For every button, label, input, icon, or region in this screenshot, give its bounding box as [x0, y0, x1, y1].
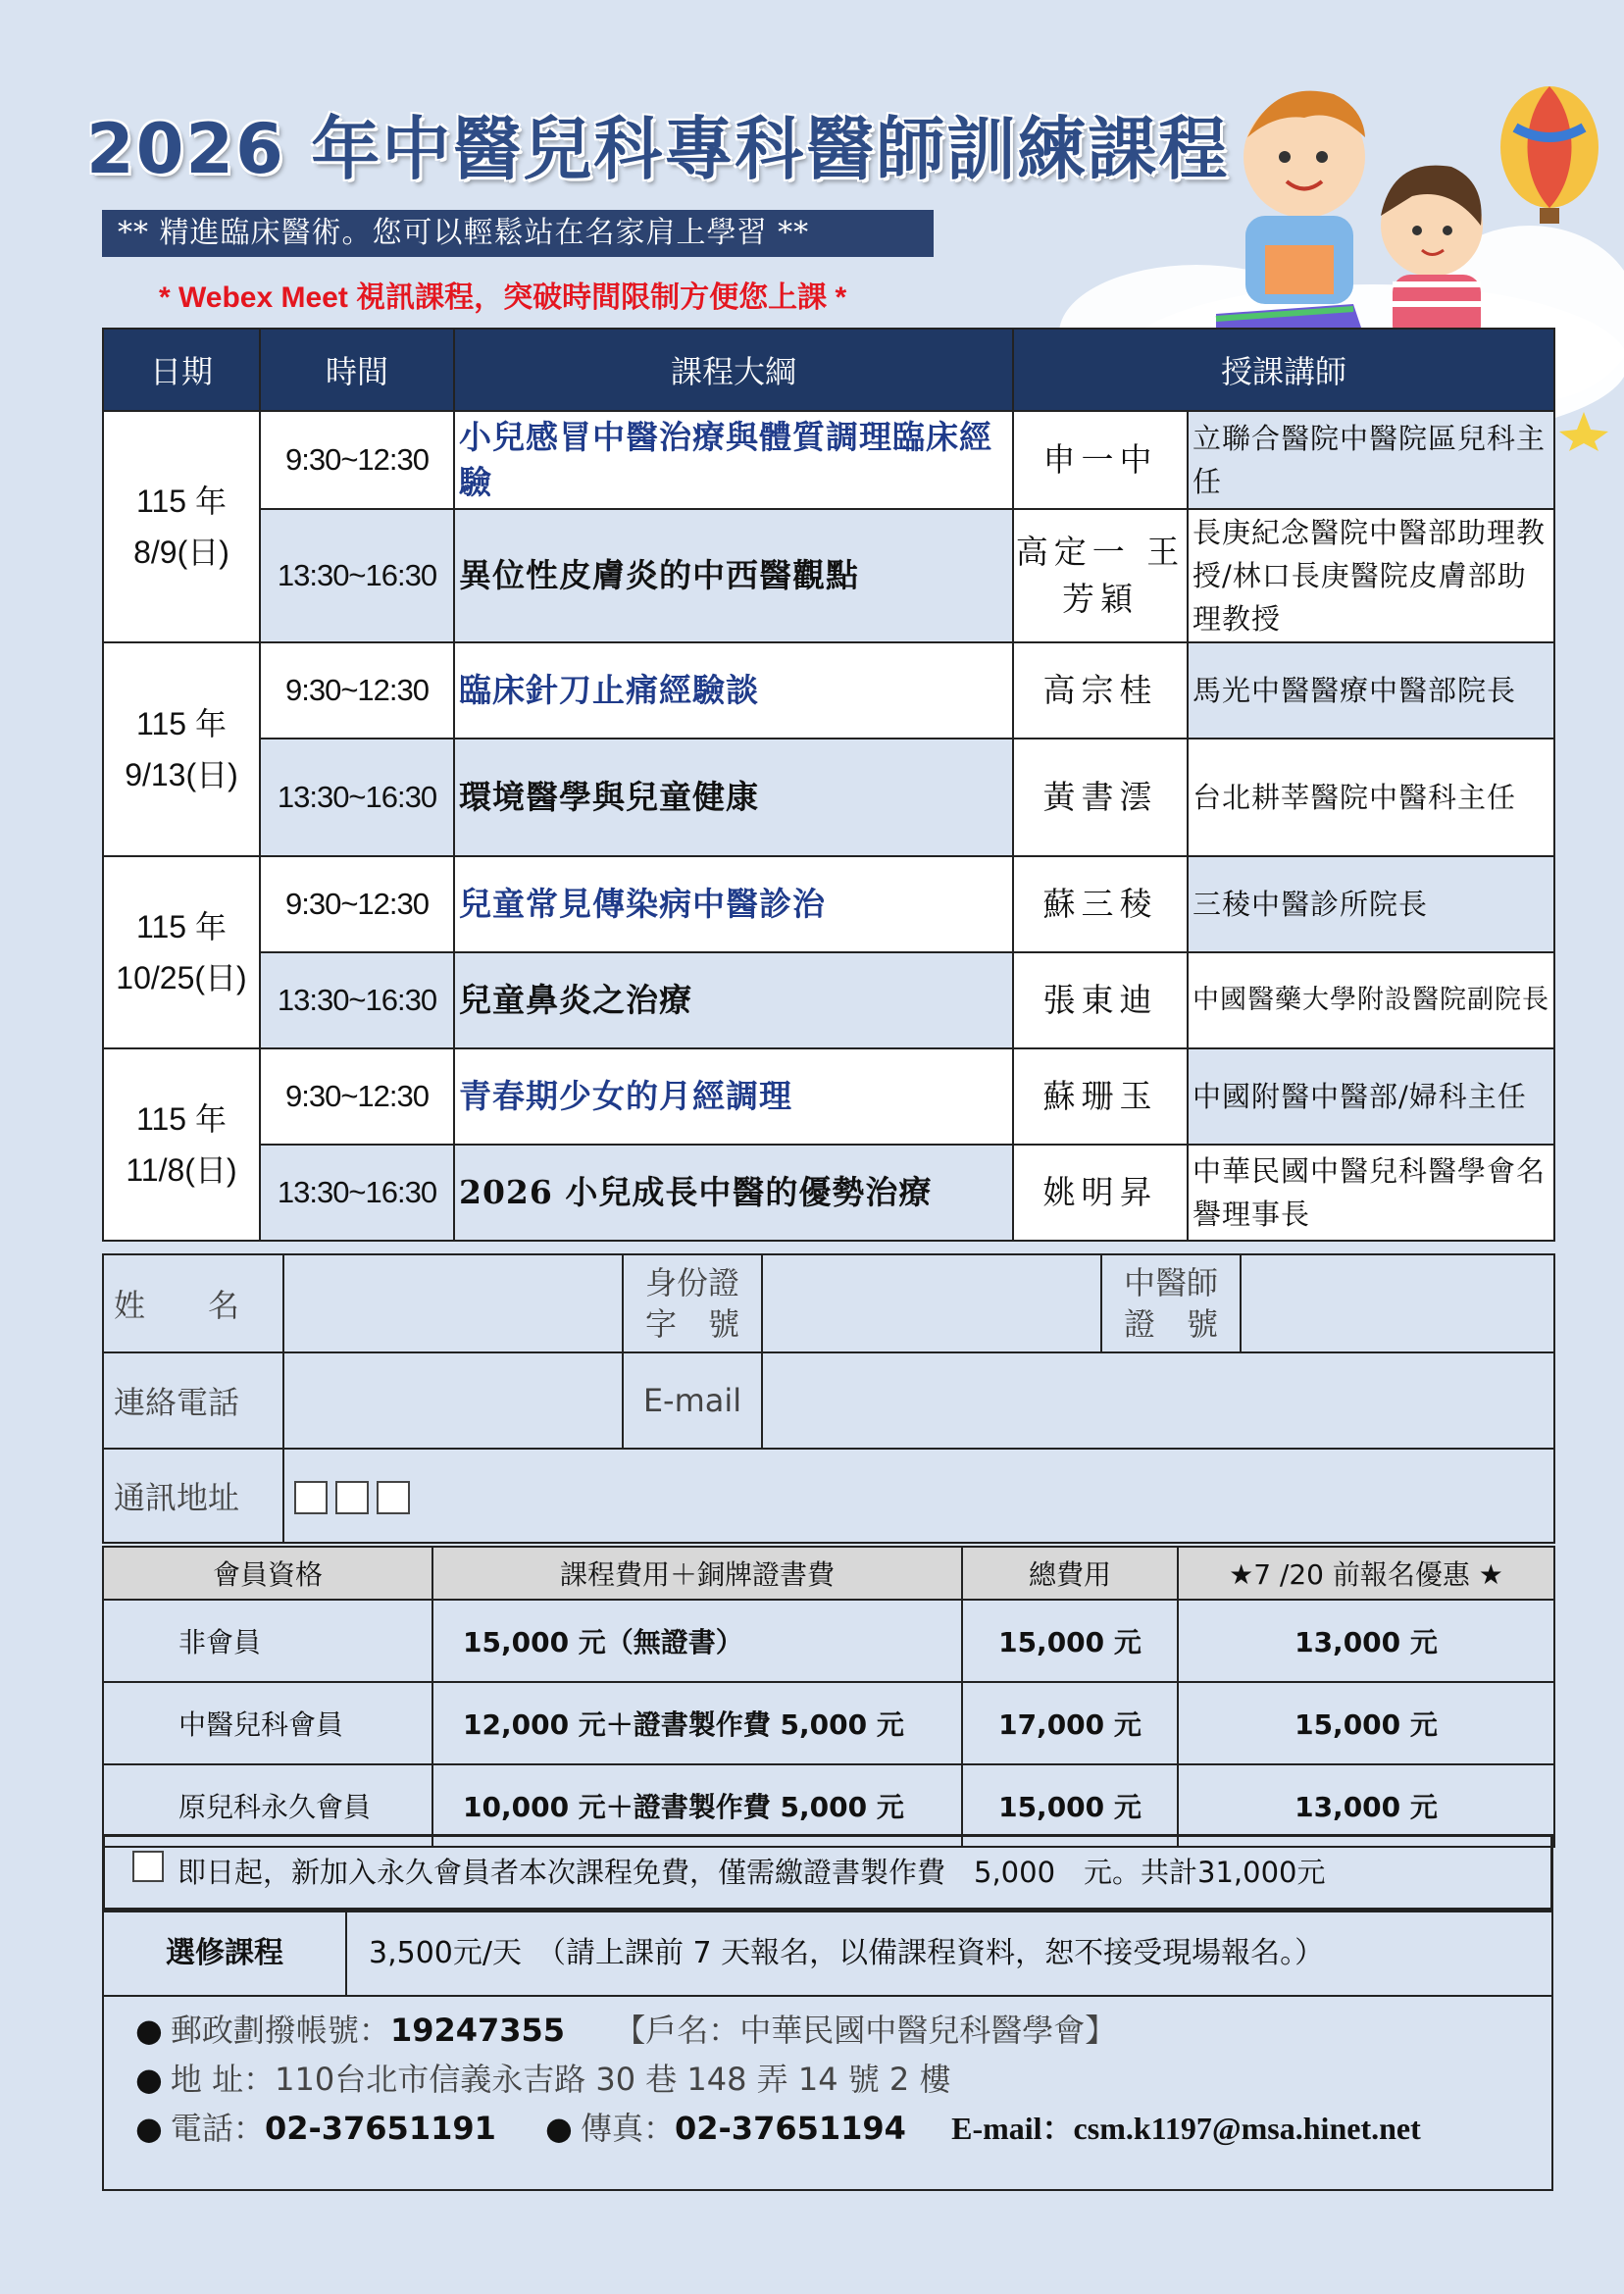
course-date	[103, 856, 260, 1048]
license-number-label	[1101, 1254, 1241, 1352]
registration-row-address	[103, 1449, 1554, 1543]
lecturer-affiliation: 馬光中醫醫療中醫部院長	[1188, 642, 1554, 739]
fee-table	[102, 1546, 1555, 1848]
permanent-member-offer	[102, 1834, 1553, 1911]
id-number-label	[623, 1254, 762, 1352]
session-topic: 環境醫學與兒童健康	[454, 739, 1013, 856]
fee-member-type: 非會員	[103, 1600, 432, 1682]
address-row	[135, 2056, 1551, 2105]
postal-label: 郵政劃撥帳號：	[170, 2012, 390, 2049]
session-lecturer: 黃書澐	[1013, 739, 1188, 856]
session-lecturer: 蘇珊玉	[1013, 1048, 1188, 1145]
fee-header-total: 總費用	[962, 1547, 1178, 1600]
lecturer-affiliation: 中國附醫中醫部/婦科主任	[1188, 1048, 1554, 1145]
bullet-icon: ●	[545, 2110, 573, 2147]
schedule-row	[103, 411, 1554, 509]
elective-text: 3,500元/天 （請上課前 7 天報名，以備課程資料，恕不接受現場報名。）	[369, 1936, 1325, 1970]
lecturer-affiliation: 三稜中醫診所院長	[1188, 856, 1554, 952]
course-schedule-table	[102, 328, 1555, 1242]
fee-early: 15,000 元	[1178, 1682, 1554, 1764]
header-lecturer: 授課講師	[1013, 329, 1554, 411]
course-date	[103, 1048, 260, 1241]
address-field[interactable]	[283, 1449, 1554, 1543]
email-label: E-mail	[623, 1352, 762, 1449]
session-lecturer: 申一中	[1013, 411, 1188, 509]
phone-fax-row	[135, 2105, 1551, 2154]
fee-total: 15,000 元	[962, 1600, 1178, 1682]
postal-account-row	[135, 2007, 1551, 2056]
date-year: 115 年	[136, 909, 227, 944]
page-title: 2026 年中醫兒科專科醫師訓練課程	[86, 109, 1230, 189]
phone-field[interactable]	[283, 1352, 623, 1449]
address-label: 地 址：	[170, 2061, 276, 2098]
schedule-row	[103, 739, 1554, 856]
schedule-row	[103, 856, 1554, 952]
elective-course-row	[102, 1911, 1553, 1997]
session-time: 9:30~12:30	[260, 642, 454, 739]
bullet-icon: ●	[135, 2061, 163, 2098]
fee-member-type: 中醫兒科會員	[103, 1682, 432, 1764]
fax-label: 傳真：	[580, 2110, 675, 2147]
fax-number: 02-37651194	[674, 2110, 906, 2147]
session-time: 13:30~16:30	[260, 952, 454, 1048]
fee-header-price: 課程費用＋銅牌證書費	[432, 1547, 962, 1600]
header-date: 日期	[103, 329, 260, 411]
date-day: 10/25(日)	[116, 960, 247, 995]
email-field[interactable]	[762, 1352, 1554, 1449]
fee-total: 17,000 元	[962, 1682, 1178, 1764]
email-address[interactable]: E-mail：csm.k1197@msa.hinet.net	[951, 2111, 1421, 2146]
session-lecturer: 姚明昇	[1013, 1145, 1188, 1241]
schedule-row	[103, 952, 1554, 1048]
slogan-banner: ** 精進臨床醫術。您可以輕鬆站在名家肩上學習 **	[102, 210, 934, 257]
session-topic: 兒童鼻炎之治療	[454, 952, 1013, 1048]
date-year: 115 年	[136, 1101, 227, 1137]
offer-text: 即日起，新加入永久會員者本次課程免費，僅需繳證書製作費 5,000 元。共計31,000元	[178, 1856, 1326, 1889]
session-time: 13:30~16:30	[260, 739, 454, 856]
bullet-icon: ●	[135, 2110, 163, 2147]
date-year: 115 年	[136, 484, 227, 519]
course-date	[103, 411, 260, 642]
date-day: 11/8(日)	[126, 1152, 237, 1188]
id-label-line2: 字 號	[644, 1305, 739, 1343]
fee-row	[103, 1682, 1554, 1764]
phone-number: 02-37651191	[264, 2110, 496, 2147]
license-number-field[interactable]	[1241, 1254, 1554, 1352]
schedule-header-row	[103, 329, 1554, 411]
postal-code-box[interactable]	[377, 1481, 410, 1514]
date-day: 8/9(日)	[133, 535, 229, 570]
session-lecturer: 張東迪	[1013, 952, 1188, 1048]
session-topic: 青春期少女的月經調理	[454, 1048, 1013, 1145]
schedule-row	[103, 642, 1554, 739]
session-lecturer: 高定一 王芳穎	[1013, 509, 1188, 642]
fee-total: 15,000 元	[962, 1764, 1178, 1847]
session-lecturer: 蘇三稜	[1013, 856, 1188, 952]
fee-header-early: ★7 /20 前報名優惠 ★	[1178, 1547, 1554, 1600]
date-year: 115 年	[136, 706, 227, 741]
bullet-icon: ●	[135, 2012, 163, 2049]
registration-row-contact	[103, 1352, 1554, 1449]
session-topic: 異位性皮膚炎的中西醫觀點	[454, 509, 1013, 642]
id-number-field[interactable]	[762, 1254, 1101, 1352]
fee-price: 12,000 元＋證書製作費 5,000 元	[432, 1682, 962, 1764]
contact-info	[102, 1995, 1553, 2191]
header-time: 時間	[260, 329, 454, 411]
schedule-row	[103, 1145, 1554, 1241]
postal-number: 19247355	[389, 2012, 566, 2049]
lecturer-affiliation: 台北耕莘醫院中醫科主任	[1188, 739, 1554, 856]
course-date	[103, 642, 260, 856]
lecturer-affiliation: 立聯合醫院中醫院區兒科主任	[1188, 411, 1554, 509]
account-name: 【戶名：中華民國中醫兒科醫學會】	[614, 2012, 1117, 2049]
lecturer-affiliation: 中華民國中醫兒科醫學會名譽理事長	[1188, 1145, 1554, 1241]
address-text: 110台北市信義永吉路 30 巷 148 弄 14 號 2 樓	[275, 2061, 951, 2098]
fee-header-member: 會員資格	[103, 1547, 432, 1600]
registration-form	[102, 1253, 1555, 1544]
session-time: 9:30~12:30	[260, 411, 454, 509]
phone-label: 電話：	[170, 2110, 265, 2147]
registration-row-identity	[103, 1254, 1554, 1352]
lecturer-affiliation: 中國醫藥大學附設醫院副院長	[1188, 952, 1554, 1048]
webex-note: * Webex Meet 視訊課程，突破時間限制方便您上課 *	[159, 281, 847, 314]
session-topic: 小兒感冒中醫治療與體質調理臨床經驗	[454, 411, 1013, 509]
offer-checkbox[interactable]	[132, 1851, 164, 1882]
schedule-row	[103, 1048, 1554, 1145]
fee-member-type: 原兒科永久會員	[103, 1764, 432, 1847]
address-label: 通訊地址	[103, 1449, 283, 1543]
phone-label: 連絡電話	[103, 1352, 283, 1449]
session-lecturer: 高宗桂	[1013, 642, 1188, 739]
fee-header-row	[103, 1547, 1554, 1600]
session-time: 13:30~16:30	[260, 1145, 454, 1241]
fee-early: 13,000 元	[1178, 1764, 1554, 1847]
lecturer-affiliation: 長庚紀念醫院中醫部助理教授/林口長庚醫院皮膚部助理教授	[1188, 509, 1554, 642]
name-field[interactable]	[283, 1254, 623, 1352]
fee-price: 10,000 元＋證書製作費 5,000 元	[432, 1764, 962, 1847]
fee-early: 13,000 元	[1178, 1600, 1554, 1682]
license-label-line2: 證 號	[1123, 1305, 1218, 1343]
id-label-line1: 身份證	[644, 1264, 739, 1301]
session-time: 13:30~16:30	[260, 509, 454, 642]
name-label: 姓 名	[103, 1254, 283, 1352]
date-day: 9/13(日)	[125, 757, 238, 792]
fee-price: 15,000 元（無證書）	[432, 1600, 962, 1682]
session-topic: 臨床針刀止痛經驗談	[454, 642, 1013, 739]
session-time: 9:30~12:30	[260, 856, 454, 952]
schedule-row	[103, 509, 1554, 642]
header-topic: 課程大綱	[454, 329, 1013, 411]
fee-row	[103, 1600, 1554, 1682]
postal-code-box[interactable]	[335, 1481, 369, 1514]
license-label-line1: 中醫師	[1123, 1264, 1218, 1301]
postal-code-box[interactable]	[294, 1481, 328, 1514]
elective-label: 選修課程	[104, 1912, 347, 1995]
session-topic: 2026 小兒成長中醫的優勢治療	[454, 1145, 1013, 1241]
session-time: 9:30~12:30	[260, 1048, 454, 1145]
session-topic: 兒童常見傳染病中醫診治	[454, 856, 1013, 952]
